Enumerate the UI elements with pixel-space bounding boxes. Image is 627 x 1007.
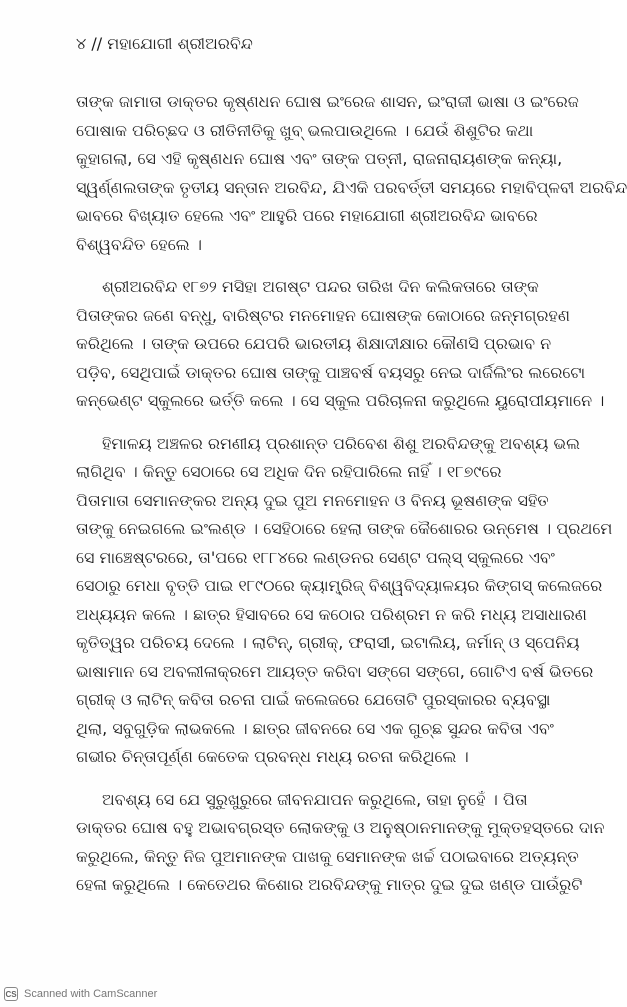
paragraph-2 <box>76 273 605 416</box>
text-line: ହେଳା କରୁଥିଲେ । କେତେଥର କିଶୋର ଅରବିନ୍ଦଙ୍କୁ ମାତ୍ର ଦୁଇ ଦୁଇ ଖଣ୍ଡ ପାଉଁରୁଟି <box>76 875 583 894</box>
text-line: କୃତିତ୍ୱର ପରିଚୟ ଦେଲେ । ଲାଟିନ୍, ଗ୍ରୀକ୍, ଫରାସୀ, ଇଟାଲିୟ, ଜର୍ମାନ୍ ଓ ସ୍ପେନିୟ <box>76 633 580 652</box>
text-line: ପିତାମାତା ସେମାନଙ୍କର ଅନ୍ୟ ଦୁଇ ପୁଅ ମନମୋହନ ଓ ବିନୟ ଭୂଷଣଙ୍କ ସହିତ <box>76 490 549 510</box>
text-line: ଗ୍ରୀକ୍ ଓ ଲାଟିନ୍ କବିତା ରଚନା ପାଇଁ କଲେଜରେ ଯେତୋଟି ପୁରସ୍କାରର ବ୍ୟବସ୍ଥା <box>76 690 551 709</box>
scanner-text: Scanned with CamScanner <box>24 988 158 1000</box>
text-line: କରିଥିଲେ । ତାଙ୍କ ଉପରେ ଯେପରି ଭାରତୀୟ ଶିକ୍ଷାଦୀକ୍ଷାର କୌଣସି ପ୍ରଭାବ ନ <box>76 334 552 353</box>
scanner-watermark <box>4 986 157 1002</box>
text-line: ସେଠାରୁ ମେଧା ବୃତ୍ତି ପାଇ ୧୮୯୦ରେ କ୍ୟାମ୍ବ୍ରିଜ୍ ବିଶ୍ୱବିଦ୍ୟାଳୟର କିଙ୍ଗସ୍ କଲେଜରେ <box>76 576 603 595</box>
text-line: ସ୍ୱର୍ଣ୍ଣଲତାଙ୍କ ତୃତୀୟ ସନ୍ତାନ ଅରବିନ୍ଦ, ଯିଏକି ପରବର୍ତ୍ତୀ ସମୟରେ ମହାବିପ୍ଳବୀ ଅରବିନ୍ଦ <box>76 177 627 197</box>
text-line: ତାଙ୍କ ଜାମାତା ଡାକ୍ତର କୃଷ୍ଣଧନ ଘୋଷ ଇଂରେଜ ଶାସନ, ଇଂରାଜୀ ଭାଷା ଓ ଇଂରେଜ <box>76 92 579 111</box>
text-line: କରୁଥିଲେ, କିନ୍ତୁ ନିଜ ପୁଅମାନଙ୍କ ପାଖକୁ ସେମାନଙ୍କ ଖର୍ଚ୍ଚ ପଠାଇବାରେ ଅତ୍ୟନ୍ତ <box>76 846 579 866</box>
text-line: ବିଶ୍ୱବନ୍ଦିତ ହେଲେ । <box>76 234 202 254</box>
text-line: ଶ୍ରୀଅରବିନ୍ଦ ୧୮୭୨ ମସିହା ଅଗଷ୍ଟ ପନ୍ଦର ତାରିଖ ଦିନ କଲିକତାରେ ତାଙ୍କ <box>102 277 539 296</box>
paragraph-4 <box>76 786 605 900</box>
text-line: ଗଭୀର ଚିନ୍ତାପୂର୍ଣ୍ଣ କେତେକ ପ୍ରବନ୍ଧ ମଧ୍ୟ ରଚନା କରିଥିଲେ । <box>76 747 469 766</box>
text-line: ତାଙ୍କୁ ନେଇଗଲେ ଇଂଲଣ୍ଡ । ସେହିଠାରେ ହେଲା ତାଙ୍କ କୈଶୋରର ଉନ୍ମେଷ । ପ୍ରଥମେ <box>76 519 613 538</box>
text-line: ଲାଗିଥିବ । କିନ୍ତୁ ସେଠାରେ ସେ ଅଧିକ ଦିନ ରହିପାରିଲେ ନାହିଁ । ୧୮୭୯ରେ <box>76 462 502 481</box>
text-line: କୁହାଗଲା, ସେ ଏହି କୃଷ୍ଣଧନ ଘୋଷ ଏବଂ ତାଙ୍କ ପତ୍ନୀ, ରାଜନାରାୟଣଙ୍କ କନ୍ୟା, <box>76 149 563 168</box>
text-line: ପୋଷାକ ପରିଚ୍ଛଦ ଓ ରୀତିନୀତିକୁ ଖୁବ୍ ଭଲପାଉଥିଲେ । ଯେଉଁ ଶିଶୁଟିର କଥା <box>76 120 534 140</box>
text-line: ପିତାଙ୍କର ଜଣେ ବନ୍ଧୁ, ବାରିଷ୍ଟର ମନମୋହନ ଘୋଷଙ୍କ କୋଠାରେ ଜନ୍ମଗ୍ରହଣ <box>76 305 570 325</box>
text-line: ଅଧ୍ୟୟନ କଲେ । ଛାତ୍ର ହିସାବରେ ସେ କଠୋର ପରିଶ୍ରମ ନ କରି ମଧ୍ୟ ଅସାଧାରଣ <box>76 604 587 624</box>
text-line: ଅବଶ୍ୟ ସେ ଯେ ସୁରୁଖୁରୁରେ ଜୀବନଯାପନ କରୁଥିଲେ, ତାହା ନୁହେଁ । ପିତା <box>102 789 528 809</box>
text-line: ସେ ମାଞ୍ଚେଷ୍ଟରରେ, ତା'ପରେ ୧୮୮୪ରେ ଲଣ୍ଡନର ସେଣ୍ଟ ପଲ୍‌ସ୍ ସ୍କୁଲରେ ଏବଂ <box>76 547 555 567</box>
text-line: ପଡ଼ିବ, ସେଥିପାଇଁ ଡାକ୍ତର ଘୋଷ ତାଙ୍କୁ ପାଞ୍ଚବର୍ଷ ବୟସରୁ ନେଇ ଦାର୍ଜିଲିଂର ଲରେଟୋ <box>76 362 586 382</box>
text-line: ଭାଷାମାନ ସେ ଅବଲୀଳାକ୍ରମେ ଆୟତ୍ତ କରିବା ସଙ୍ଗେ ସଙ୍ଗେ, ଗୋଟିଏ ବର୍ଷ ଭିତରେ <box>76 661 594 681</box>
text-line: ହିମାଳୟ ଅଞ୍ଚଳର ରମଣୀୟ ପ୍ରଶାନ୍ତ ପରିବେଶ ଶିଶୁ ଅରବିନ୍ଦଙ୍କୁ ଅବଶ୍ୟ ଭଲ <box>102 433 580 453</box>
camscanner-icon: CS <box>4 987 18 1001</box>
paragraph-3 <box>76 430 613 772</box>
paragraph-1 <box>76 88 627 259</box>
text-line: ଭାବରେ ବିଖ୍ୟାତ ହେଲେ ଏବଂ ଆହୁରି ପରେ ମହାଯୋଗୀ ଶ୍ରୀଅରବିନ୍ଦ ଭାବରେ <box>76 206 538 225</box>
text-line: କନ୍‌ଭେଣ୍ଟ ସ୍କୁଲରେ ଭର୍ତ୍ତି କଲେ । ସେ ସ୍କୁଲ ପରିଚାଳନା କରୁଥିଲେ ୟୁରୋପୀୟମାନେ । <box>76 391 605 410</box>
text-line: ଡାକ୍ତର ଘୋଷ ବହୁ ଅଭାବଗ୍ରସ୍ତ ଲୋକଙ୍କୁ ଓ ଅନୁଷ୍ଠାନମାନଙ୍କୁ ମୁକ୍ତହସ୍ତରେ ଦାନ <box>76 818 605 837</box>
text-line: ଥିଲା, ସବୁଗୁଡ଼ିକ ଲାଭକଲେ । ଛାତ୍ର ଜୀବନରେ ସେ ଏକ ଗୁଚ୍ଛ ସୁନ୍ଦର କବିତା ଏବଂ <box>76 718 554 738</box>
body-text <box>76 88 627 914</box>
running-head: ୪ // ମହାଯୋଗୀ ଶ୍ରୀଅରବିନ୍ଦ <box>76 34 253 53</box>
